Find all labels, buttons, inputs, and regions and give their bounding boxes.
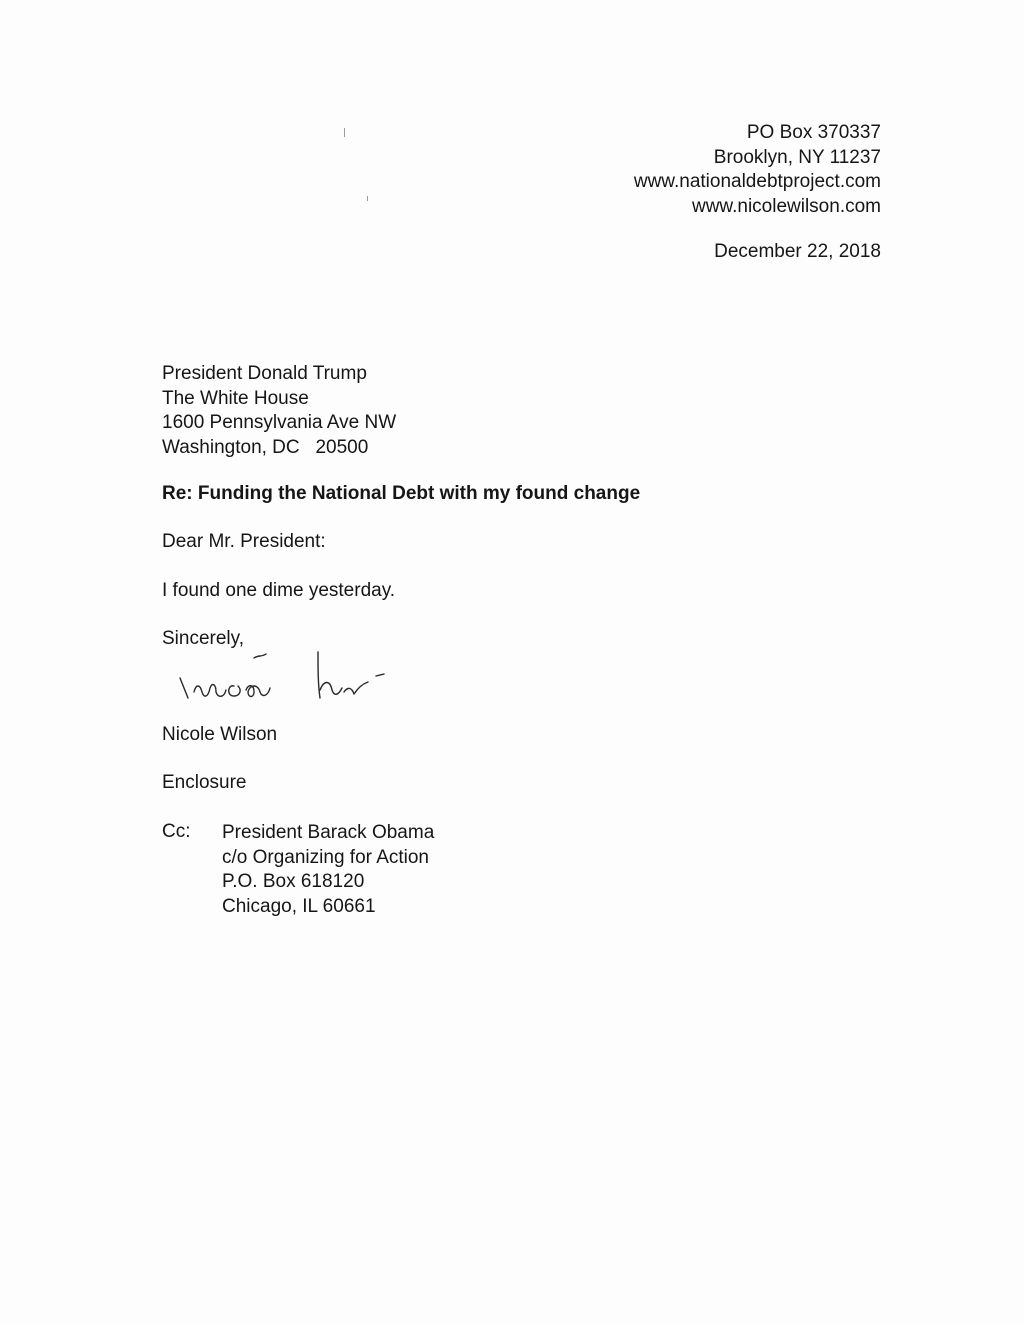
closing: Sincerely, xyxy=(162,628,245,649)
sender-website-1: www.nationaldebtproject.com xyxy=(633,171,881,192)
sender-address-line2: Brooklyn, NY 11237 xyxy=(713,146,881,168)
cc-address-block xyxy=(222,821,434,919)
cc-line: President Barack Obama xyxy=(222,822,435,843)
salutation: Dear Mr. President: xyxy=(162,531,326,552)
letter-body: I found one dime yesterday. xyxy=(162,580,396,601)
cc-line: P.O. Box 618120 xyxy=(222,871,365,892)
recipient-address-block xyxy=(162,362,396,460)
letter-date: December 22, 2018 xyxy=(714,241,881,262)
sender-address-line1: PO Box 370337 xyxy=(746,122,881,143)
sender-website-2: www.nicolewilson.com xyxy=(691,195,881,217)
scan-speck xyxy=(367,196,368,201)
signer-name: Nicole Wilson xyxy=(162,724,278,745)
recipient-name: President Donald Trump xyxy=(162,363,367,384)
recipient-city: Washington, DC 20500 xyxy=(162,436,369,458)
recipient-org: The White House xyxy=(162,387,309,409)
recipient-street: 1600 Pennsylvania Ave NW xyxy=(162,412,397,433)
subject-line: Re: Funding the National Debt with my found change xyxy=(162,483,641,504)
scan-speck xyxy=(344,128,345,137)
cc-line: c/o Organizing for Action xyxy=(222,846,429,868)
enclosure-note: Enclosure xyxy=(162,772,247,793)
sender-address-block xyxy=(634,121,881,219)
handwritten-signature xyxy=(172,640,402,710)
cc-line: Chicago, IL 60661 xyxy=(222,895,376,917)
cc-label: Cc: xyxy=(162,821,191,842)
